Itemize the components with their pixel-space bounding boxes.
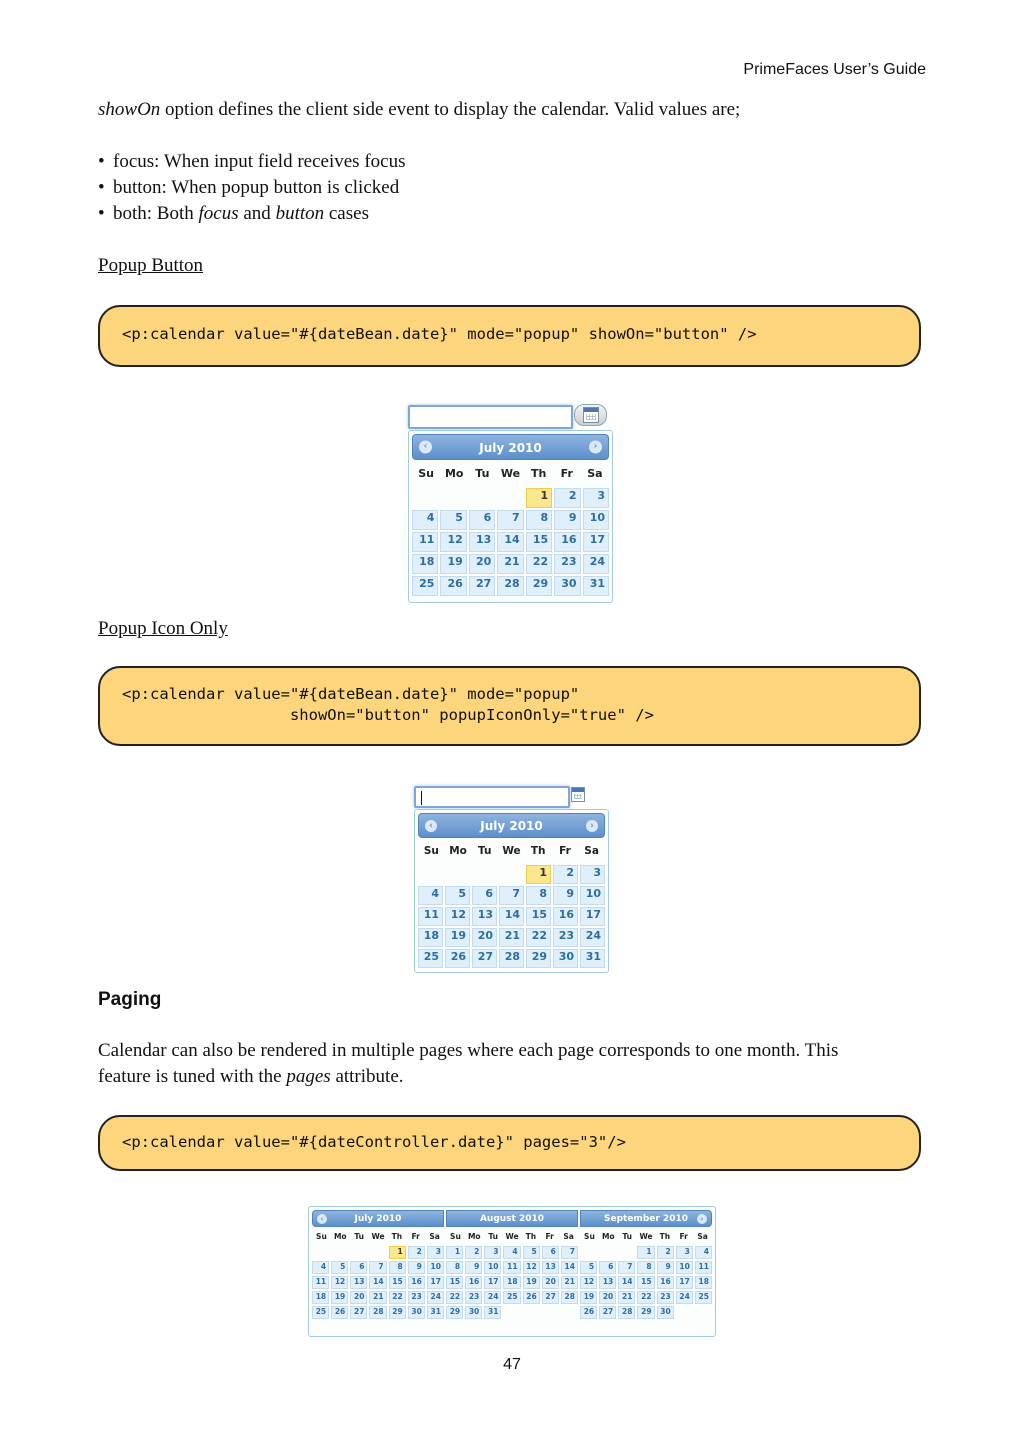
day-cell[interactable]: 8 (526, 510, 552, 530)
day-cell[interactable]: 14 (497, 532, 523, 552)
day-cell[interactable]: 30 (408, 1306, 425, 1319)
day-cell[interactable]: 16 (554, 532, 580, 552)
calendar-icon[interactable] (571, 787, 585, 802)
day-cell[interactable]: 2 (408, 1246, 425, 1259)
day-cell[interactable]: 17 (427, 1276, 444, 1289)
calendar-popup (408, 430, 613, 603)
day-cell[interactable]: 14 (618, 1276, 635, 1289)
day-cell[interactable]: 21 (618, 1291, 635, 1304)
day-cell[interactable]: 5 (331, 1261, 348, 1274)
code-line: <p:calendar value="#{dateBean.date}" mode="popup" (122, 685, 580, 703)
day-cell[interactable]: 9 (657, 1261, 674, 1274)
day-cell[interactable]: 9 (408, 1261, 425, 1274)
weekday-label: Th (525, 1232, 537, 1241)
day-cell[interactable]: 21 (369, 1291, 386, 1304)
day-cell[interactable]: 1 (446, 1246, 463, 1259)
bullet-focus: • focus: When input field receives focus (98, 151, 406, 172)
empty-cell (369, 1246, 386, 1259)
day-cell[interactable]: 27 (472, 949, 497, 968)
day-cell[interactable]: 11 (695, 1261, 712, 1274)
day-cell-today[interactable]: 1 (389, 1246, 406, 1259)
calendar-header (418, 813, 605, 838)
weekday-label: Su (423, 845, 439, 857)
day-cell[interactable]: 8 (637, 1261, 654, 1274)
day-cell[interactable]: 29 (389, 1306, 406, 1319)
day-cell[interactable]: 23 (554, 554, 580, 574)
day-cell-today[interactable]: 1 (526, 865, 551, 884)
code-block-popup-button: <p:calendar value="#{dateBean.date}" mode="popup" showOn="button" /> (98, 305, 921, 367)
empty-cell (331, 1246, 348, 1259)
day-cell[interactable]: 5 (580, 1261, 597, 1274)
day-cell[interactable]: 20 (350, 1291, 367, 1304)
empty-cell (618, 1246, 635, 1259)
day-cell-today[interactable]: 1 (526, 488, 552, 508)
day-cell[interactable]: 10 (484, 1261, 501, 1274)
weekday-row (412, 460, 609, 488)
chevron-right-icon[interactable]: › (697, 1214, 707, 1224)
bullet-em-focus: focus (198, 203, 239, 224)
day-cell[interactable]: 7 (561, 1246, 578, 1259)
code-block-popup-icon-only (98, 666, 921, 746)
day-cell[interactable]: 15 (389, 1276, 406, 1289)
day-cell[interactable]: 9 (553, 886, 578, 905)
day-cell[interactable]: 19 (580, 1291, 597, 1304)
day-cell[interactable]: 12 (440, 532, 466, 552)
day-cell[interactable]: 27 (350, 1306, 367, 1319)
day-cell[interactable]: 10 (676, 1261, 693, 1274)
day-cell[interactable]: 25 (695, 1291, 712, 1304)
empty-cell (312, 1246, 329, 1259)
day-cell[interactable]: 22 (446, 1291, 463, 1304)
weekday-label: Tu (475, 467, 490, 480)
day-cell[interactable]: 20 (599, 1291, 616, 1304)
day-cell[interactable]: 13 (469, 532, 495, 552)
day-cell[interactable]: 7 (497, 510, 523, 530)
day-cell[interactable]: 3 (676, 1246, 693, 1259)
day-cell[interactable]: 14 (561, 1261, 578, 1274)
day-cell[interactable]: 26 (331, 1306, 348, 1319)
day-cell[interactable]: 7 (499, 886, 524, 905)
day-cell[interactable]: 9 (465, 1261, 482, 1274)
day-grid (580, 1246, 712, 1319)
weekday-label: Sa (584, 845, 599, 857)
day-cell[interactable]: 4 (503, 1246, 520, 1259)
bullet-text: focus: When input field receives focus (113, 151, 406, 172)
weekday-label: We (371, 1232, 385, 1241)
empty-cell (599, 1246, 616, 1259)
chevron-right-icon[interactable]: › (589, 441, 602, 454)
weekday-label: Fr (679, 1232, 688, 1241)
empty-cell (499, 865, 524, 884)
day-cell[interactable]: 30 (554, 576, 580, 596)
intro-text: option defines the client side event to display the calendar. Valid values are; (160, 99, 741, 120)
day-cell[interactable]: 8 (526, 886, 551, 905)
day-cell[interactable]: 27 (542, 1291, 559, 1304)
day-cell[interactable]: 8 (446, 1261, 463, 1274)
day-cell[interactable]: 19 (440, 554, 466, 574)
month-page (580, 1210, 712, 1319)
day-cell[interactable]: 25 (503, 1291, 520, 1304)
weekday-label: Fr (545, 1232, 554, 1241)
day-grid (446, 1246, 578, 1319)
day-cell[interactable]: 25 (418, 949, 443, 968)
empty-cell (497, 488, 523, 508)
day-cell[interactable]: 11 (418, 907, 443, 926)
day-cell[interactable]: 28 (561, 1291, 578, 1304)
running-header: PrimeFaces User’s Guide (743, 61, 926, 78)
weekday-row (580, 1227, 712, 1246)
day-cell[interactable]: 12 (580, 1276, 597, 1289)
day-cell[interactable]: 24 (583, 554, 609, 574)
paging-em: pages (286, 1066, 331, 1087)
weekday-label: Th (659, 1232, 671, 1241)
day-cell[interactable]: 17 (580, 907, 605, 926)
weekday-label: Th (530, 467, 547, 480)
bullet-em-button: button (275, 203, 325, 224)
day-cell[interactable]: 28 (369, 1306, 386, 1319)
date-input[interactable] (414, 786, 570, 808)
day-cell[interactable]: 2 (657, 1246, 674, 1259)
day-cell[interactable]: 26 (580, 1306, 597, 1319)
weekday-label: Tu (622, 1232, 632, 1241)
day-cell[interactable]: 4 (418, 886, 443, 905)
day-grid (312, 1246, 444, 1319)
weekday-label: We (639, 1232, 653, 1241)
day-cell[interactable]: 28 (618, 1306, 635, 1319)
day-cell[interactable]: 23 (408, 1291, 425, 1304)
day-cell[interactable]: 15 (526, 532, 552, 552)
day-cell[interactable]: 20 (469, 554, 495, 574)
weekday-label: Tu (354, 1232, 364, 1241)
weekday-row (312, 1227, 444, 1246)
empty-cell (472, 865, 497, 884)
day-cell[interactable]: 15 (526, 907, 551, 926)
day-cell[interactable]: 15 (446, 1276, 463, 1289)
day-cell[interactable]: 22 (526, 554, 552, 574)
empty-cell (440, 488, 466, 508)
day-cell[interactable]: 28 (497, 576, 523, 596)
month-title: August 2010 (479, 1214, 545, 1224)
day-cell[interactable]: 26 (445, 949, 470, 968)
day-cell[interactable]: 11 (412, 532, 438, 552)
weekday-label: Sa (587, 467, 603, 480)
empty-cell (445, 865, 470, 884)
intro-paragraph (98, 97, 740, 123)
day-cell[interactable]: 31 (583, 576, 609, 596)
day-cell[interactable]: 2 (554, 488, 580, 508)
day-cell[interactable]: 12 (445, 907, 470, 926)
weekday-label: Tu (478, 845, 492, 857)
weekday-label: Mo (444, 467, 464, 480)
calendar-popup-button[interactable] (574, 404, 607, 426)
empty-cell (469, 488, 495, 508)
multi-month-calendar (308, 1206, 716, 1337)
chevron-left-icon[interactable]: ‹ (425, 820, 437, 832)
day-cell[interactable]: 1 (637, 1246, 654, 1259)
weekday-label: Fr (411, 1232, 420, 1241)
day-cell[interactable]: 19 (331, 1291, 348, 1304)
day-grid (412, 488, 609, 596)
day-cell[interactable]: 10 (580, 886, 605, 905)
paging-text: attribute. (330, 1066, 404, 1087)
day-cell[interactable]: 6 (542, 1246, 559, 1259)
empty-cell (580, 1246, 597, 1259)
intro-term: showOn (98, 99, 161, 120)
weekday-label: Su (418, 467, 434, 480)
weekday-label: Tu (488, 1232, 498, 1241)
month-title: July 2010 (479, 441, 542, 455)
month-page (312, 1210, 444, 1319)
calendar-header (580, 1210, 712, 1227)
weekday-label: Th (530, 845, 546, 857)
chevron-right-icon[interactable]: › (586, 820, 598, 832)
day-cell[interactable]: 4 (312, 1261, 329, 1274)
day-cell[interactable]: 20 (542, 1276, 559, 1289)
day-cell[interactable]: 3 (484, 1246, 501, 1259)
day-cell[interactable]: 11 (312, 1276, 329, 1289)
day-cell[interactable]: 12 (523, 1261, 540, 1274)
section-heading-paging: Paging (98, 989, 162, 1010)
calendar-popup (414, 809, 609, 973)
day-cell[interactable]: 28 (499, 949, 524, 968)
day-cell[interactable]: 13 (472, 907, 497, 926)
weekday-label: Fr (560, 467, 573, 480)
code-line: showOn="button" popupIconOnly="true" /> (122, 706, 654, 724)
weekday-label: We (500, 467, 521, 480)
day-cell[interactable]: 14 (499, 907, 524, 926)
day-cell[interactable]: 20 (472, 928, 497, 947)
day-cell[interactable]: 8 (389, 1261, 406, 1274)
day-cell[interactable]: 24 (427, 1291, 444, 1304)
day-cell[interactable]: 18 (503, 1276, 520, 1289)
day-cell[interactable]: 14 (369, 1276, 386, 1289)
day-cell[interactable]: 30 (465, 1306, 482, 1319)
code-block-paging: <p:calendar value="#{dateController.date}" pages="3"/> (98, 1115, 921, 1171)
day-cell[interactable]: 16 (408, 1276, 425, 1289)
day-grid (418, 865, 605, 968)
text-cursor (421, 791, 422, 805)
weekday-label: Sa (563, 1232, 574, 1241)
paging-paragraph-line2 (98, 1064, 404, 1090)
day-cell[interactable]: 16 (465, 1276, 482, 1289)
day-cell[interactable]: 29 (526, 949, 551, 968)
empty-cell (412, 488, 438, 508)
chevron-left-icon[interactable]: ‹ (317, 1214, 327, 1224)
day-cell[interactable]: 31 (427, 1306, 444, 1319)
month-title: July 2010 (354, 1214, 402, 1224)
day-cell[interactable]: 26 (523, 1291, 540, 1304)
bullet-text: button: When popup button is clicked (113, 177, 400, 198)
day-cell[interactable]: 18 (412, 554, 438, 574)
weekday-label: We (502, 845, 521, 857)
weekday-label: Fr (559, 845, 571, 857)
day-cell[interactable]: 7 (618, 1261, 635, 1274)
day-cell[interactable]: 21 (561, 1276, 578, 1289)
day-cell[interactable]: 3 (580, 865, 605, 884)
weekday-label: Su (450, 1232, 461, 1241)
weekday-label: Sa (697, 1232, 708, 1241)
day-cell[interactable]: 4 (412, 510, 438, 530)
day-cell[interactable]: 12 (331, 1276, 348, 1289)
bullet-both: • both: Both focus and button cases (98, 203, 369, 224)
bullet-text: both: Both (113, 203, 199, 224)
day-cell[interactable]: 30 (553, 949, 578, 968)
month-page (446, 1210, 578, 1319)
weekday-label: Su (584, 1232, 595, 1241)
bullet-mid: and (238, 203, 276, 224)
day-cell[interactable]: 24 (484, 1291, 501, 1304)
day-cell[interactable]: 29 (526, 576, 552, 596)
calendar-header (312, 1210, 444, 1227)
day-cell[interactable]: 5 (440, 510, 466, 530)
weekday-label: We (505, 1232, 519, 1241)
day-cell[interactable]: 10 (583, 510, 609, 530)
day-cell[interactable]: 4 (695, 1246, 712, 1259)
section-heading-popup-icon-only: Popup Icon Only (98, 618, 228, 639)
day-cell[interactable]: 29 (637, 1306, 654, 1319)
day-cell[interactable]: 6 (469, 510, 495, 530)
day-cell[interactable]: 25 (312, 1306, 329, 1319)
day-cell[interactable]: 6 (472, 886, 497, 905)
paging-text: feature is tuned with the (98, 1066, 287, 1087)
day-cell[interactable]: 3 (583, 488, 609, 508)
bullet-button: • button: When popup button is clicked (98, 177, 400, 198)
day-cell[interactable]: 23 (553, 928, 578, 947)
day-cell[interactable]: 19 (445, 928, 470, 947)
day-cell[interactable]: 13 (350, 1276, 367, 1289)
day-cell[interactable]: 6 (350, 1261, 367, 1274)
day-cell[interactable]: 6 (599, 1261, 616, 1274)
day-cell[interactable]: 2 (465, 1246, 482, 1259)
month-title: September 2010 (604, 1214, 688, 1224)
bullet-post: cases (324, 203, 369, 224)
day-cell[interactable]: 16 (553, 907, 578, 926)
date-input[interactable] (408, 405, 573, 429)
day-cell[interactable]: 29 (446, 1306, 463, 1319)
day-cell[interactable]: 15 (637, 1276, 654, 1289)
weekday-label: Su (316, 1232, 327, 1241)
calendar-header (446, 1210, 578, 1227)
weekday-label: Mo (449, 845, 467, 857)
day-cell[interactable]: 13 (599, 1276, 616, 1289)
day-cell[interactable]: 17 (583, 532, 609, 552)
day-cell[interactable]: 22 (389, 1291, 406, 1304)
day-cell[interactable]: 16 (657, 1276, 674, 1289)
day-cell[interactable]: 17 (484, 1276, 501, 1289)
day-cell[interactable]: 11 (503, 1261, 520, 1274)
day-cell[interactable]: 31 (484, 1306, 501, 1319)
day-cell[interactable]: 18 (695, 1276, 712, 1289)
day-cell[interactable]: 13 (542, 1261, 559, 1274)
day-cell[interactable]: 24 (580, 928, 605, 947)
day-cell[interactable]: 17 (676, 1276, 693, 1289)
chevron-left-icon[interactable]: ‹ (419, 441, 432, 454)
day-cell[interactable]: 30 (657, 1306, 674, 1319)
page-number: 47 (503, 1356, 521, 1373)
day-cell[interactable]: 21 (499, 928, 524, 947)
day-cell[interactable]: 31 (580, 949, 605, 968)
day-cell[interactable]: 19 (523, 1276, 540, 1289)
weekday-label: Th (391, 1232, 403, 1241)
day-cell[interactable]: 22 (637, 1291, 654, 1304)
weekday-row (446, 1227, 578, 1246)
month-title: July 2010 (480, 819, 543, 833)
day-cell[interactable]: 5 (445, 886, 470, 905)
day-cell[interactable]: 24 (676, 1291, 693, 1304)
day-cell[interactable]: 23 (657, 1291, 674, 1304)
day-cell[interactable]: 25 (412, 576, 438, 596)
calendar-header (412, 434, 609, 460)
weekday-row (418, 838, 605, 865)
calendar-icon (583, 407, 599, 423)
day-cell[interactable]: 21 (497, 554, 523, 574)
day-cell[interactable]: 5 (523, 1246, 540, 1259)
day-cell[interactable]: 18 (312, 1291, 329, 1304)
day-cell[interactable]: 10 (427, 1261, 444, 1274)
day-cell[interactable]: 27 (599, 1306, 616, 1319)
day-cell[interactable]: 18 (418, 928, 443, 947)
weekday-label: Mo (601, 1232, 615, 1241)
section-heading-popup-button: Popup Button (98, 255, 204, 276)
day-cell[interactable]: 2 (553, 865, 578, 884)
day-cell[interactable]: 7 (369, 1261, 386, 1274)
day-cell[interactable]: 3 (427, 1246, 444, 1259)
day-cell[interactable]: 9 (554, 510, 580, 530)
day-cell[interactable]: 22 (526, 928, 551, 947)
weekday-label: Mo (333, 1232, 347, 1241)
day-cell[interactable]: 27 (469, 576, 495, 596)
empty-cell (418, 865, 443, 884)
day-cell[interactable]: 23 (465, 1291, 482, 1304)
empty-cell (350, 1246, 367, 1259)
weekday-label: Mo (467, 1232, 481, 1241)
day-cell[interactable]: 26 (440, 576, 466, 596)
weekday-label: Sa (429, 1232, 440, 1241)
paging-paragraph-line1: Calendar can also be rendered in multiple pages where each page corresponds to one month. This (98, 1040, 839, 1061)
